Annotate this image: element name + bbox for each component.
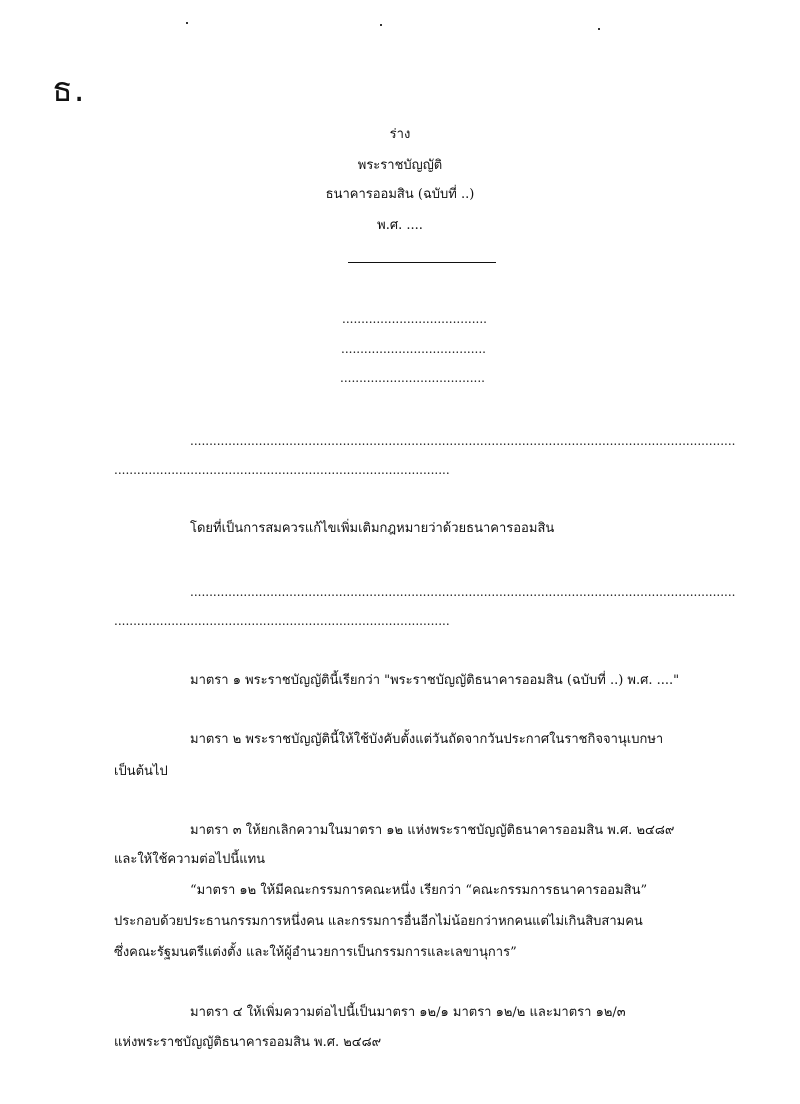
section-4-line-2: แห่งพระราชบัญญัติธนาคารออมสิน พ.ศ. ๒๔๘๙	[114, 1035, 382, 1050]
section-3-quote-line-2: ประกอบด้วยประธานกรรมการหนึ่งคน และกรรมการอื่นอีกไม่น้อยกว่าหกคนแต่ไม่เกินสิบสามคน	[114, 914, 643, 929]
act-year: พ.ศ. ....	[377, 218, 423, 233]
signature-dots-3: ......................................	[340, 371, 485, 385]
act-label: พระราชบัญญัติ	[357, 158, 443, 173]
title-rule	[348, 262, 496, 263]
preamble-dots-line-2: ........................................................................................	[114, 463, 450, 477]
act-name: ธนาคารออมสิน (ฉบับที่ ..)	[325, 187, 475, 202]
handwritten-margin-mark: ธ.	[52, 70, 86, 110]
section-3-line-2: และให้ใช้ความต่อไปนี้แทน	[114, 852, 266, 867]
section-2-line-2: เป็นต้นไป	[114, 764, 168, 779]
preamble-dots-line-1: ...............................................................................................................................................	[190, 434, 736, 448]
scan-speck	[598, 28, 600, 30]
scan-speck	[186, 22, 188, 24]
section-1: มาตรา ๑ พระราชบัญญัตินี้เรียกว่า "พระราชบัญญัติธนาคารออมสิน (ฉบับที่ ..) พ.ศ. ...."	[190, 673, 680, 688]
draft-label: ร่าง	[389, 127, 411, 142]
scan-speck	[380, 24, 382, 26]
section-4-line-1: มาตรา ๔ ให้เพิ่มความต่อไปนี้เป็นมาตรา ๑๒/๑ มาตรา ๑๒/๒ และมาตรา ๑๒/๓	[190, 1005, 626, 1020]
signature-dots-2: ......................................	[341, 342, 486, 356]
section-3-quote-line-3: ซึ่งคณะรัฐมนตรีแต่งตั้ง และให้ผู้อำนวยการเป็นกรรมการและเลขานุการ”	[114, 945, 517, 960]
rationale-text: โดยที่เป็นการสมควรแก้ไขเพิ่มเติมกฎหมายว่าด้วยธนาคารออมสิน	[190, 521, 555, 536]
enact-dots-line-1: ...............................................................................................................................................	[190, 585, 736, 599]
section-2-line-1: มาตรา ๒ พระราชบัญญัตินี้ให้ใช้บังคับตั้งแต่วันถัดจากวันประกาศในราชกิจจานุเบกษา	[190, 732, 664, 747]
enact-dots-line-2: ........................................................................................	[114, 614, 450, 628]
section-3-quote-line-1: “มาตรา ๑๒ ให้มีคณะกรรมการคณะหนึ่ง เรียกว่า “คณะกรรมการธนาคารออมสิน”	[190, 883, 648, 898]
signature-dots-1: ......................................	[342, 312, 487, 326]
section-3-line-1: มาตรา ๓ ให้ยกเลิกความในมาตรา ๑๒ แห่งพระราชบัญญัติธนาคารออมสิน พ.ศ. ๒๔๘๙	[190, 823, 675, 838]
